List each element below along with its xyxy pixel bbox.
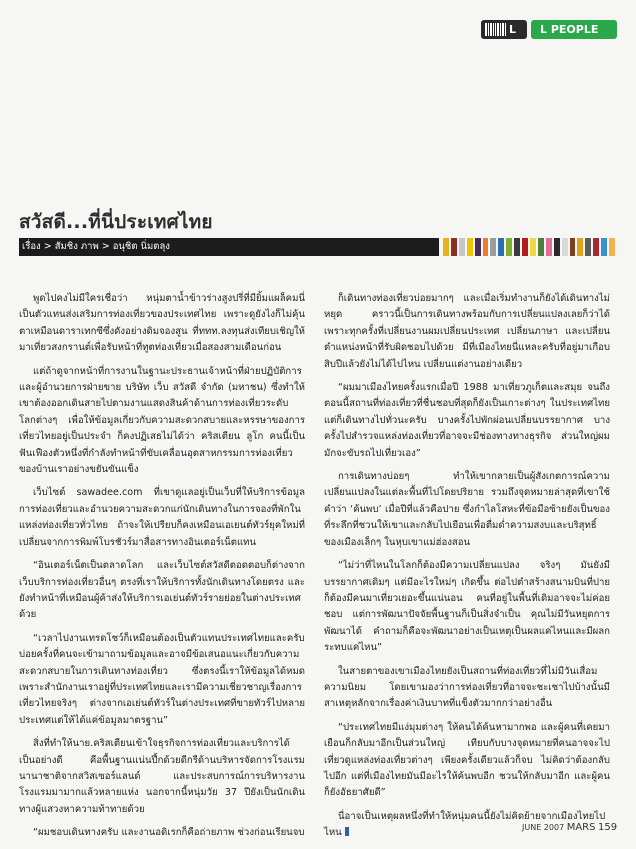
left-column-paragraph: พูดไปคงไม่มีใครเชื่อว่า หนุ่มตาน้ำข้าวร่างสูงปรี่ที่มียิ้มแผล็คมนี่เป็นตัวแทนส่งเสริมการท่องเที่ยวของประเทศไทย เพราะดูยังไงก็ไม่คุ้นตาเหมือนดาราเทกซีซึ่งดังอย่างดิมจองสูน ที่ททท.ลงทุนส่งเทียบเชิญให้มาเที่ยวสงกรานต์เพื่อรับหน้าที่ทูตท่องเที่ยวเมื่อสองสามเดือนก่อน bbox=[19, 293, 305, 354]
right-column-paragraph: นี่อาจเป็นเหตุผลหนึ่งที่ทำให้หนุ่มคนนี้ยังไม่คิดย้ายจากเมืองไทยไปไหน bbox=[324, 810, 606, 839]
section-letter: L bbox=[509, 23, 517, 36]
color-stripe bbox=[443, 238, 449, 256]
section-label: L PEOPLE bbox=[531, 20, 617, 39]
color-stripe bbox=[570, 238, 576, 256]
color-stripe bbox=[554, 238, 560, 256]
left-column bbox=[19, 291, 305, 849]
right-column-paragraph: “ประเทศไทยมีแง่มุมต่างๆ ให้คนได้ค้นหามากพอ และผู้คนที่เคยมาเยือนก็กลับมาอีกเป็นส่วนใหญ่ เทียบกับบางจุดหมายที่คนอาจจะไปเที่ยวดูแหล่งท่องเที่ยวต่างๆ เพียงครั้งเดียวแล้วก็จบ ไม่คิดว่าต้องกลับไปอีก แต่ที่เมืองไทยมันมีอะไรให้ค้นพบอีก ชวนให้กลับมาอีก และผู้คนก็ยังอัธยาศัยดี” bbox=[324, 721, 610, 799]
left-column-paragraph: แต่ถ้าดูจากหน้าที่การงานในฐานะประธานเจ้าหน้าที่ฝ่ายปฏิบัติการและผู้อำนวยการฝ่ายขาย บริษัท เว็บ สวัสดี จำกัด (มหาชน) ซึ่งทำให้เขาต้องออกเดินสายไปตามงานแสดงสินค้าด้านการท่องเที่ยวระดับโลกต่างๆ เพื่อให้ข้อมูลเกี่ยวกับความสะดวกสบายและหรรษาของการเที่ยวไทยอยู่เป็นประจำ ก็คงปฏิเสธไม่ได้ว่า คริสเตียน ลูโก คนนี้เป็นฟันเฟืองตัวหนึ่งที่กำลังทำหน้าที่ขับเคลื่อนอุตสาหกรรมการท่องเที่ยวของบ้านเราอย่างขยันขันแข็ง bbox=[19, 365, 305, 476]
barcode-icon bbox=[485, 23, 507, 36]
color-stripe bbox=[490, 238, 496, 256]
byline: เรื่อง > สัมชิง ภาพ > อนุชิต นิ่มตลุง bbox=[19, 238, 439, 256]
color-stripe bbox=[593, 238, 599, 256]
color-stripe bbox=[498, 238, 504, 256]
color-stripe bbox=[530, 238, 536, 256]
color-stripe bbox=[538, 238, 544, 256]
page-footer bbox=[522, 822, 617, 833]
right-column-paragraph: “ผมมาเมืองไทยครั้งแรกเมื่อปี 1988 มาเที่ยวภูเก็ตและสมุย จนถึงตอนนี้สถานที่ท่องเที่ยวที่ชื่นชอบที่สุดก็ยังเป็นเกาะต่างๆ ในประเทศไทย แต่ก็เดินทางไปทั่วนะครับ บางครั้งไปพักผ่อนเปลี่ยนบรรยากาศ บางครั้งไปสำรวจแหล่งท่องเที่ยวที่อาจจะมีช่องทางทางธุรกิจ ส่วนใหญ่ผมมักจะขับรถไปเที่ยวเอง” bbox=[324, 382, 610, 459]
magazine-name: MARS bbox=[566, 822, 596, 833]
color-stripe bbox=[522, 238, 528, 256]
left-column-paragraph: “ผมชอบเดินทางครับ และงานอดิเรกก็คือถ่ายภาพ ช่วงก่อนเรียนจบ bbox=[33, 827, 305, 839]
page-number: 159 bbox=[598, 822, 618, 833]
color-stripe bbox=[609, 238, 615, 256]
color-stripe bbox=[475, 238, 481, 256]
issue-date: JUNE 2007 bbox=[522, 823, 565, 832]
color-stripe bbox=[585, 238, 591, 256]
article-title: สวัสดี...ที่นี่ประเทศไทย bbox=[19, 211, 213, 233]
color-stripe bbox=[577, 238, 583, 256]
color-stripe bbox=[467, 238, 473, 256]
right-column-paragraph: การเดินทางบ่อยๆ ทำให้เขากลายเป็นผู้สังเกตการณ์ความเปลี่ยนแปลงในแต่ละพื้นที่ไปโดยปริยาย รวมถึงจุดหมายล่าสุดที่เขาใช้คำว่า ‘ค้นพบ’ เมื่อปีที่แล้วคือปาย ซึ่งกำไลโสหะที่ข้อมือซ้ายยังเป็นของที่ระลึกที่ชวนให้เขาและกลับไปเยือนเพื่อตื่มด่ำความสงบและบริสุทธิ์ของเมืองเล็กๆ ในหุบเขาแม่ฮ่องสอน bbox=[324, 471, 610, 548]
color-stripe bbox=[459, 238, 465, 256]
color-stripe bbox=[546, 238, 552, 256]
left-column-paragraph: เว็บไซต์ sawadee.com ที่เขาดูแลอยู่เป็นเว็บที่ให้บริการข้อมูลการท่องเที่ยวและอำนวยความสะดวกแก่นักเดินทางในการจองที่พักในแหล่งท่องเที่ยวทั่วไทย ถ้าจะให้เปรียบก็คงเหมือนเอเยนต์ทัวร์ยุคใหม่ที่เปลี่ยนจากการพิมพ์โบรชัวร์มาสื่อสารทางอินเตอร์เน็ตแทน bbox=[19, 487, 305, 548]
left-column-paragraph: สิ่งที่ทำให้นาย.คริสเตียนเข้าใจธุรกิจการท่องเที่ยวและบริการได้เป็นอย่างดี คือพื้นฐานแน่นปึ้กด้วยดีกรีด้านบริหารจัดการโรงแรมนานาชาติจากสวิสเซอร์แลนด์ และประสบการณ์การบริหารงานโรงแรมมามากแล้วหลายแห่ง นอกจากนี้หนุ่มวัย 37 ปียังเป็นนักเดินทางผู้แสวงหาความท้าทายด้วย bbox=[19, 738, 305, 815]
color-stripe bbox=[451, 238, 457, 256]
right-column-paragraph: ในสายตาของเขาเมืองไทยยังเป็นสถานที่ท่องเที่ยวที่ไม่มีวันเสื่อมความนิยม โดยเขามองว่าการท่องเที่ยวที่อาจจะชะเชาไปบ้างนั้นมีสาเหตุหลักจากเรื่องค่าเงินบาทที่แข็งตัวมากกว่าอย่างอื่น bbox=[324, 665, 610, 710]
right-column-paragraph: “ไม่ว่าที่ไหนในโลกก็ต้องมีความเปลี่ยนแปลง จริงๆ มันยังมีบรรยากาศเดิมๆ แต่มีอะไรใหม่ๆ เกิดขึ้น ต่อไปตำสร้างสนามบินที่ปายก็ต้องมีคนมาเที่ยวเยอะขึ้นแน่นอน คนที่อยู่ในพื้นที่เดิมอาจจะไม่ค่อยชอบ แต่การพัฒนาปัจจัยพื้นฐานก็เป็นสิ่งจำเป็น คุณไม่มีวันหยุดการพัฒนาได้ คำถามก็คือจะพัฒนาอย่างเป็นเหตุเป็นผลแค่ไหนและมีผลกระทบแค่ไหน” bbox=[324, 560, 610, 654]
left-column-paragraph: “อินเตอร์เน็ตเป็นตลาดโลก และเว็บไซต์สวัสดีตอดตอบก็ต่างจากเว็บบริการท่องเที่ยวอื่นๆ ตรงที่เราให้บริการทั้งนักเดินทางโดยตรง และยังทำหน้าที่เหมือนผู้ค้าส่งให้บริการเอเย่นต์ทัวร์รายย่อยในต่างประเทศด้วย bbox=[19, 560, 305, 621]
end-mark-icon bbox=[345, 827, 349, 836]
right-column-paragraph: ก็เดินทางท่องเที่ยวบ่อยมากๆ และเมื่อเริ่มทำงานก็ยังได้เดินทางไม่หยุด คราวนี้เป็นการเดินทางพร้อมกับการเปลี่ยนแปลงเลยก็ว่าได้ เพราะทุกครั้งที่เปลี่ยนงานผมเปลี่ยนประเทศ เปลี่ยนภาษา และเปลี่ยนตำแหน่งหน้าที่รับผิดชอบไปด้วย มีที่เมืองไทยนี่แหละครับที่อยู่มาเกือบสิบปีแล้วยังไม่ได้ไปไหน เปลี่ยนแต่งานอย่างเดียว bbox=[324, 293, 610, 370]
left-column-paragraph: “เวลาไปงานเทรดโชว์ก็เหมือนต้องเป็นตัวแทนประเทศไทยและครับ บ่อยครั้งที่คนจะเข้ามาถามข้อมูลและอาจมีข้อเสนอแนะเกี่ยวกับความสะดวกสบายในการเดินทางท่องเที่ยว ซึ่งตรงนี้เราให้ข้อมูลได้หมด เพราะสำนักงานเราอยู่ที่ประเทศไทยและเรามีความเชี่ยวชาญเรื่องการเที่ยวไทยจริงๆ ต่างจากเอเย่นต์ทัวร์ในต่างประเทศที่ขายทัวร์ไปหลายประเทศแต่ให้ได้แค่ข้อมูลมาตรฐาน” bbox=[19, 632, 305, 726]
color-stripe bbox=[562, 238, 568, 256]
color-stripe bbox=[483, 238, 489, 256]
color-stripe bbox=[514, 238, 520, 256]
right-column bbox=[324, 291, 610, 849]
color-stripe bbox=[506, 238, 512, 256]
color-stripes bbox=[443, 238, 617, 256]
color-stripe bbox=[601, 238, 607, 256]
